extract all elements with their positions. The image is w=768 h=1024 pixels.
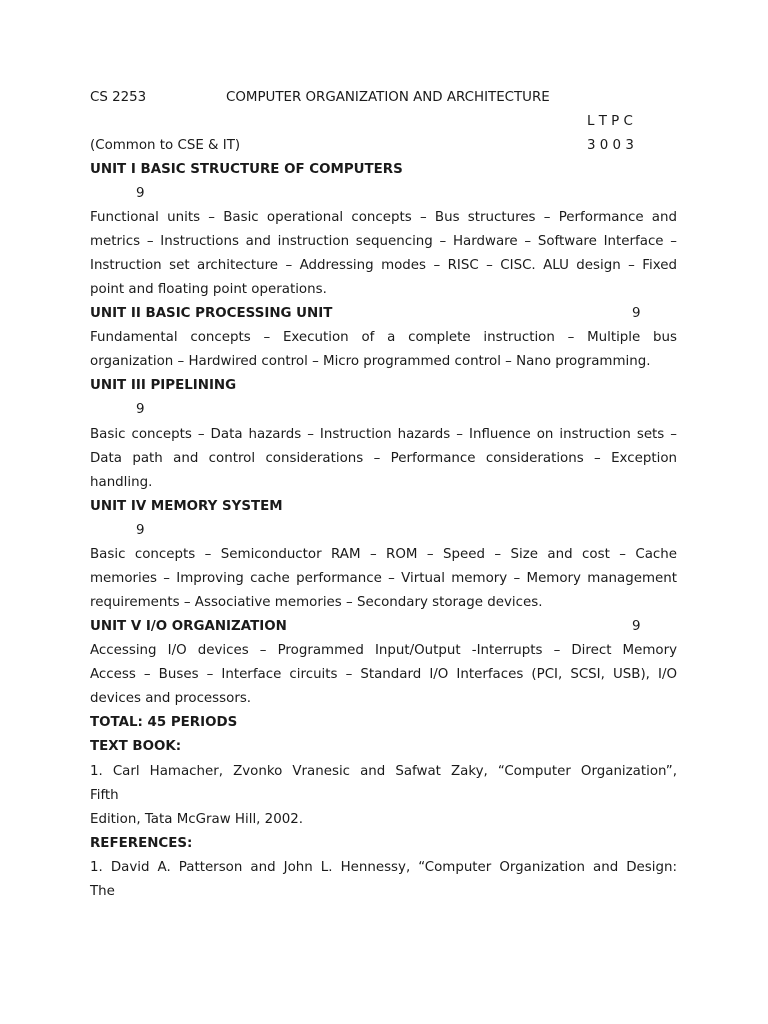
unit-4-line: Basic concepts – Semiconductor RAM – ROM – Speed – Size and cost – Cache [90,547,677,562]
references-heading: REFERENCES: [90,836,193,851]
unit-4-heading: UNIT IV MEMORY SYSTEM [90,499,283,514]
unit-1-heading: UNIT I BASIC STRUCTURE OF COMPUTERS [90,162,403,177]
total-periods: TOTAL: 45 PERIODS [90,715,238,730]
unit-1-line: point and floating point operations. [90,282,327,297]
unit-3-hours: 9 [136,402,145,417]
unit-4-line: requirements – Associative memories – Secondary storage devices. [90,595,543,610]
common-to-note: (Common to CSE & IT) [90,138,241,153]
text-book-heading: TEXT BOOK: [90,739,182,754]
unit-5-line: Access – Buses – Interface circuits – Standard I/O Interfaces (PCI, SCSI, USB), I/O [90,667,677,682]
ltpc-value: 3 0 0 3 [587,138,634,153]
unit-4-line: memories – Improving cache performance – Virtual memory – Memory management [90,571,677,586]
text-book-line: Edition, Tata McGraw Hill, 2002. [90,812,304,827]
unit-4-hours: 9 [136,523,145,538]
unit-3-line: Data path and control considerations – Performance considerations – Exception [90,451,677,466]
reference-line: 1. David A. Patterson and John L. Hennessy, “Computer Organization and Design: [90,860,677,875]
unit-3-line: Basic concepts – Data hazards – Instruction hazards – Influence on instruction sets – [90,427,677,442]
reference-line: The [90,884,115,899]
course-code: CS 2253 [90,90,147,105]
unit-1-line: Functional units – Basic operational concepts – Bus structures – Performance and [90,210,677,225]
unit-2-heading: UNIT II BASIC PROCESSING UNIT [90,306,333,321]
unit-2-line: organization – Hardwired control – Micro programmed control – Nano programming. [90,354,651,369]
unit-2-line: Fundamental concepts – Execution of a complete instruction – Multiple bus [90,330,677,345]
unit-5-line: devices and processors. [90,691,252,706]
unit-5-heading: UNIT V I/O ORGANIZATION [90,619,287,634]
text-book-line: Fifth [90,788,119,803]
unit-1-line: metrics – Instructions and instruction sequencing – Hardware – Software Interface – [90,234,677,249]
unit-2-hours: 9 [632,306,641,321]
ltpc-label: L T P C [587,114,633,129]
unit-3-heading: UNIT III PIPELINING [90,378,237,393]
unit-5-hours: 9 [632,619,641,634]
unit-1-hours: 9 [136,186,145,201]
text-book-line: 1. Carl Hamacher, Zvonko Vranesic and Safwat Zaky, “Computer Organization”, [90,764,677,779]
unit-3-line: handling. [90,475,153,490]
unit-1-line: Instruction set architecture – Addressing modes – RISC – CISC. ALU design – Fixed [90,258,677,273]
course-title: COMPUTER ORGANIZATION AND ARCHITECTURE [226,90,550,105]
unit-5-line: Accessing I/O devices – Programmed Input/Output -Interrupts – Direct Memory [90,643,677,658]
